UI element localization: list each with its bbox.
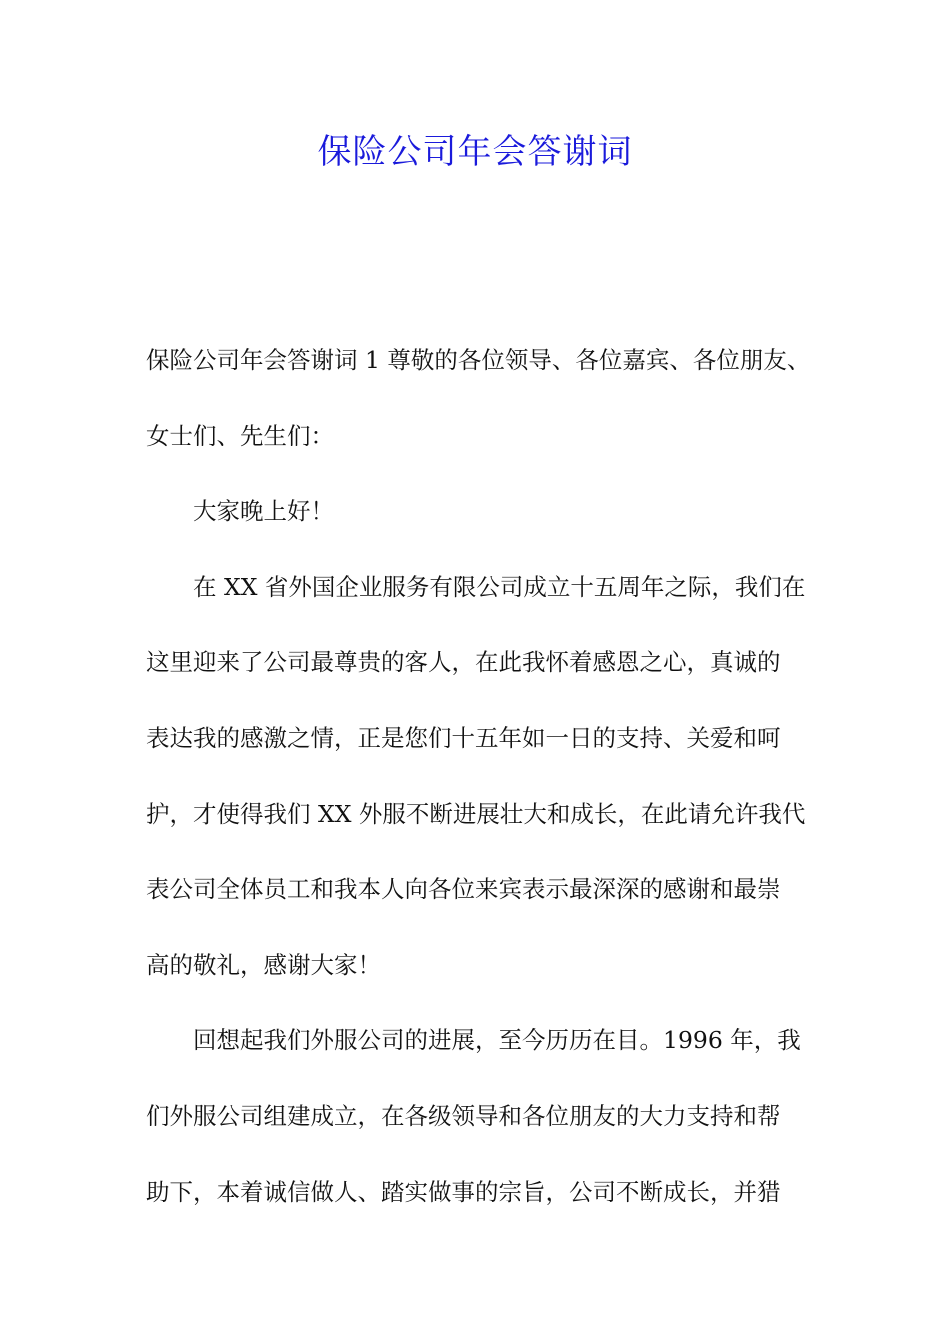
body-line: 们外服公司组建成立，在各级领导和各位朋友的大力支持和帮: [146, 1101, 781, 1130]
document-body: [146, 336, 816, 1243]
body-line: 这里迎来了公司最尊贵的客人，在此我怀着感恩之心，真诚的: [146, 648, 781, 677]
body-line: 保险公司年会答谢词 1 尊敬的各位领导、各位嘉宾、各位朋友、: [146, 346, 811, 374]
body-line: 表达我的感激之情，正是您们十五年如一日的支持、关爱和呵: [146, 723, 781, 752]
body-line: 回想起我们外服公司的进展，至今历历在目。1996 年，我: [193, 1026, 801, 1055]
body-line: 助下，本着诚信做人、踏实做事的宗旨，公司不断成长，并猎: [146, 1177, 781, 1206]
body-line: 高的敬礼，感谢大家！: [146, 950, 381, 979]
document-title: 保险公司年会答谢词: [317, 132, 633, 172]
body-line: 表公司全体员工和我本人向各位来宾表示最深深的感谢和最崇: [146, 875, 781, 904]
body-line: 护，才使得我们 XX 外服不断进展壮大和成长，在此请允许我代: [146, 799, 806, 828]
body-line: 在 XX 省外国企业服务有限公司成立十五周年之际，我们在: [193, 572, 806, 601]
body-line: 女士们、先生们：: [146, 421, 334, 450]
body-line: 大家晚上好！: [193, 497, 334, 526]
